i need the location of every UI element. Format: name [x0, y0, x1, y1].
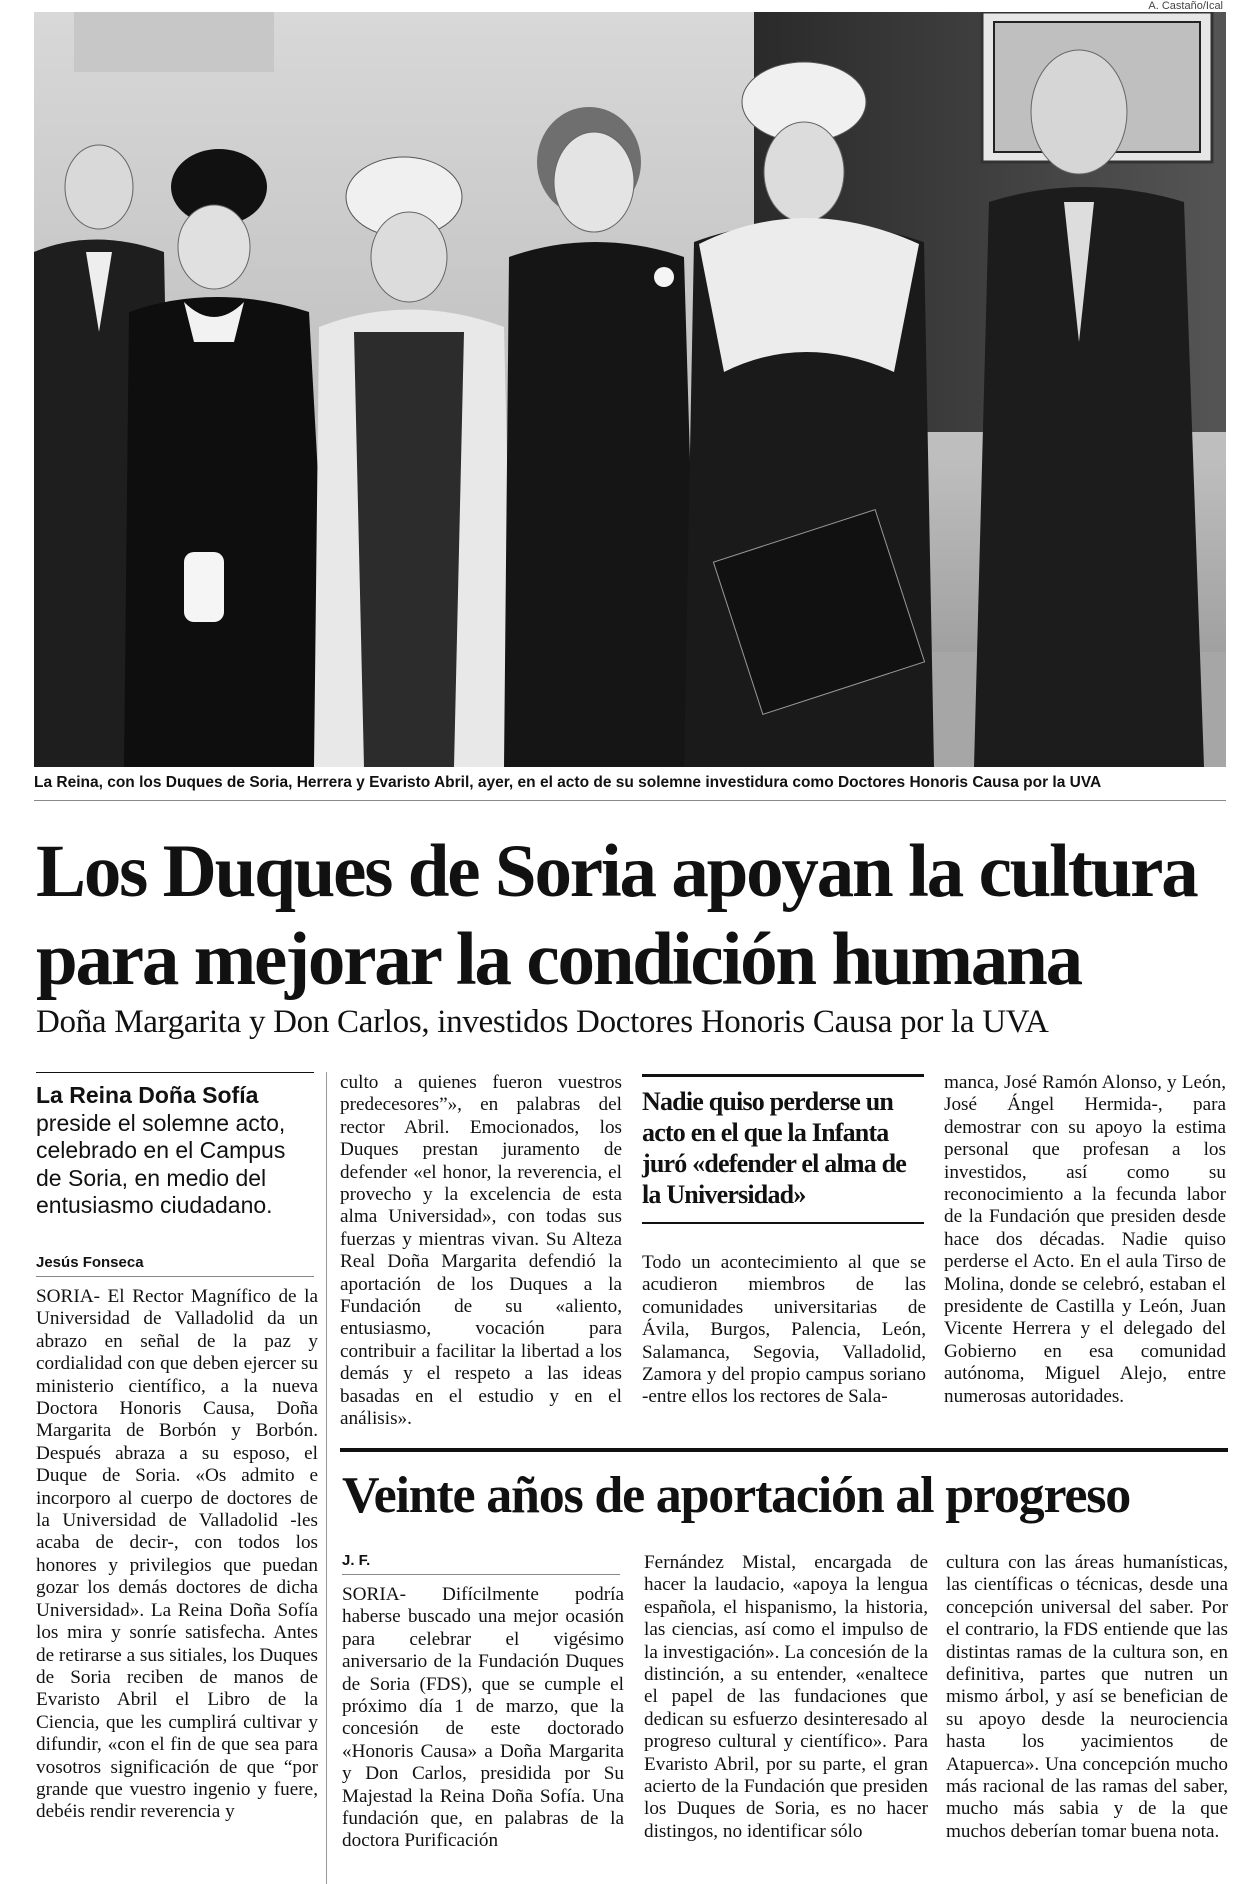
- article2-column-2: [644, 1552, 928, 1843]
- article2-byline-rule: [342, 1574, 620, 1575]
- subheadline: Doña Margarita y Don Carlos, investidos Doctores Honoris Causa por la UVA: [36, 1004, 1049, 1040]
- article1-column-2: [340, 1072, 622, 1431]
- photo-illustration: [34, 12, 1226, 767]
- byline-rule: [36, 1276, 314, 1277]
- byline: Jesús Fonseca: [36, 1254, 144, 1271]
- lead-bold-text: La Reina Doña Sofía: [36, 1082, 259, 1108]
- article2-column-3: [946, 1552, 1228, 1843]
- lead-paragraph: [36, 1082, 316, 1220]
- lead-text: preside el solemne acto, celebrado en el Campus de Soria, en medio del entusiasmo ciudadano.: [36, 1109, 286, 1218]
- article1-column-3-text: Todo un acontecimiento al que se acudieron miembros de las comunidades universitarias de Ávila, Burgos, Palencia, León, Salamanca, Segovia, Valladolid, Zamora y del propio campus soriano -entre ellos los rectores de Sala-: [642, 1252, 926, 1408]
- article2-column-2-text: Fernández Mistal, encargada de hacer la laudacio, «apoya la lengua española, el hispanismo, la historia, las ciencias, así como el impulso de la investigación». La concesión de la distinción, a su entender, «enaltece el papel de las fundaciones que dedican su esfuerzo desinteresado al progreso cultural y científico». Para Evaristo Abril, por su parte, el gran acierto de la Fundación que presiden los Duques de Soria, es no hacer distingos, no identificar sólo: [644, 1552, 928, 1842]
- pull-quote-bottom-rule: [642, 1222, 924, 1224]
- article1-column-4: [944, 1072, 1226, 1408]
- pull-quote-top-rule: [642, 1074, 924, 1077]
- article2-column-1-text: SORIA- Difícilmente podría haberse buscado una mejor ocasión para celebrar el vigésimo aniversario de la Fundación Duques de Soria (FDS), que se cumple el próximo día 1 de marzo, que la concesión de este doctorado «Honoris Causa» a Doña Margarita y Don Carlos, presidida por Su Majestad la Reina Doña Sofía. Una fundación que, en palabras de la doctora Purificación: [342, 1584, 624, 1852]
- article1-column-2-text: culto a quienes fueron vuestros predecesores”», en palabras del rector Abril. Emocionados, los Duques prestan juramento de defender «el honor, la reverencia, el provecho y la excelencia de esta alma Universidad», con todas sus fuerzas y mientras vivan. Su Alteza Real Doña Margarita defendió la aportación de los Duques a la Fundación de su «aliento, entusiasmo, vocación para contribuir a facilitar la libertad a los demás y el respeto a las ideas basadas en el estudio y en el análisis».: [340, 1072, 622, 1430]
- headline-line-2: para mejorar la condición humana: [36, 918, 1081, 1001]
- photo-credit: A. Castaño/Ical: [1148, 0, 1223, 12]
- lead-top-rule: [36, 1072, 314, 1073]
- news-photo: [34, 12, 1226, 767]
- photo-caption: La Reina, con los Duques de Soria, Herrera y Evaristo Abril, ayer, en el acto de su solemne investidura como Doctores Honoris Causa por la UVA: [34, 774, 1102, 791]
- article2-byline: J. F.: [342, 1552, 371, 1569]
- pull-quote-title: Nadie quiso perderse un acto en el que la Infanta juró «defender el alma de la Universidad»: [642, 1087, 907, 1209]
- article2-column-1: [342, 1584, 624, 1853]
- main-headline: [36, 828, 1236, 1004]
- article1-column-1: [36, 1286, 318, 1824]
- article2-headline: Veinte años de aportación al progreso: [342, 1467, 1131, 1524]
- article1-column-4-text: manca, José Ramón Alonso, y León, José Ángel Hermida-, para demostrar con su apoyo la estima personal que profesan a los investidos, así como su reconocimiento a la fecunda labor de la Fundación que presiden desde hace dos décadas. Nadie quiso perderse el Acto. En el aula Tirso de Molina, donde se celebró, estaban el presidente de Castilla y León, Juan Vicente Herrera y el delegado del Gobierno en esa comunidad autónoma, Miguel Alejo, entre numerosas autoridades.: [944, 1072, 1226, 1407]
- article1-column-1-text: SORIA- El Rector Magnífico de la Universidad de Valladolid da un abrazo en señal de la paz y cordialidad con que deben ejercer su ministerio científico, a la nueva Doctora Honoris Causa, Doña Margarita de Borbón y Borbón. Después abraza a su esposo, el Duque de Soria. «Os admito e incorporo al cuerpo de doctores de la Universidad de Valladolid -les acaba de decir-, con todos los honores y privilegios que puedan gozar los demás doctores de dicha Universidad». La Reina Doña Sofía los mira y sonríe satisfecha. Antes de retirarse a sus sitiales, los Duques de Soria reciben de manos de Evaristo Abril el Libro de la Ciencia, que les cumplirá cultivar y difundir, «con el fin de que sea para vosotros significación de que “por grande que vuestro ingenio y fuere, debéis rendir reverencia y: [36, 1286, 318, 1823]
- column-separator: [326, 1072, 327, 1884]
- caption-divider: [34, 800, 1226, 801]
- article1-column-3: [642, 1252, 926, 1409]
- article2-column-3-text: cultura con las áreas humanísticas, las científicas o técnicas, desde una concepción universal del saber. Por el contrario, la FDS entiende que las distintas ramas de la cultura son, en definitiva, partes que nutren un mismo árbol, y así se benefician de su apoyo desde la neurociencia hasta los yacimientos de Atapuerca». Una concepción mucho más racional de las ramas del saber, mucho más sabia y de la que muchos deberían tomar buena nota.: [946, 1552, 1228, 1842]
- article2-top-rule: [340, 1448, 1228, 1452]
- headline-line-1: Los Duques de Soria apoyan la cultura: [36, 830, 1197, 913]
